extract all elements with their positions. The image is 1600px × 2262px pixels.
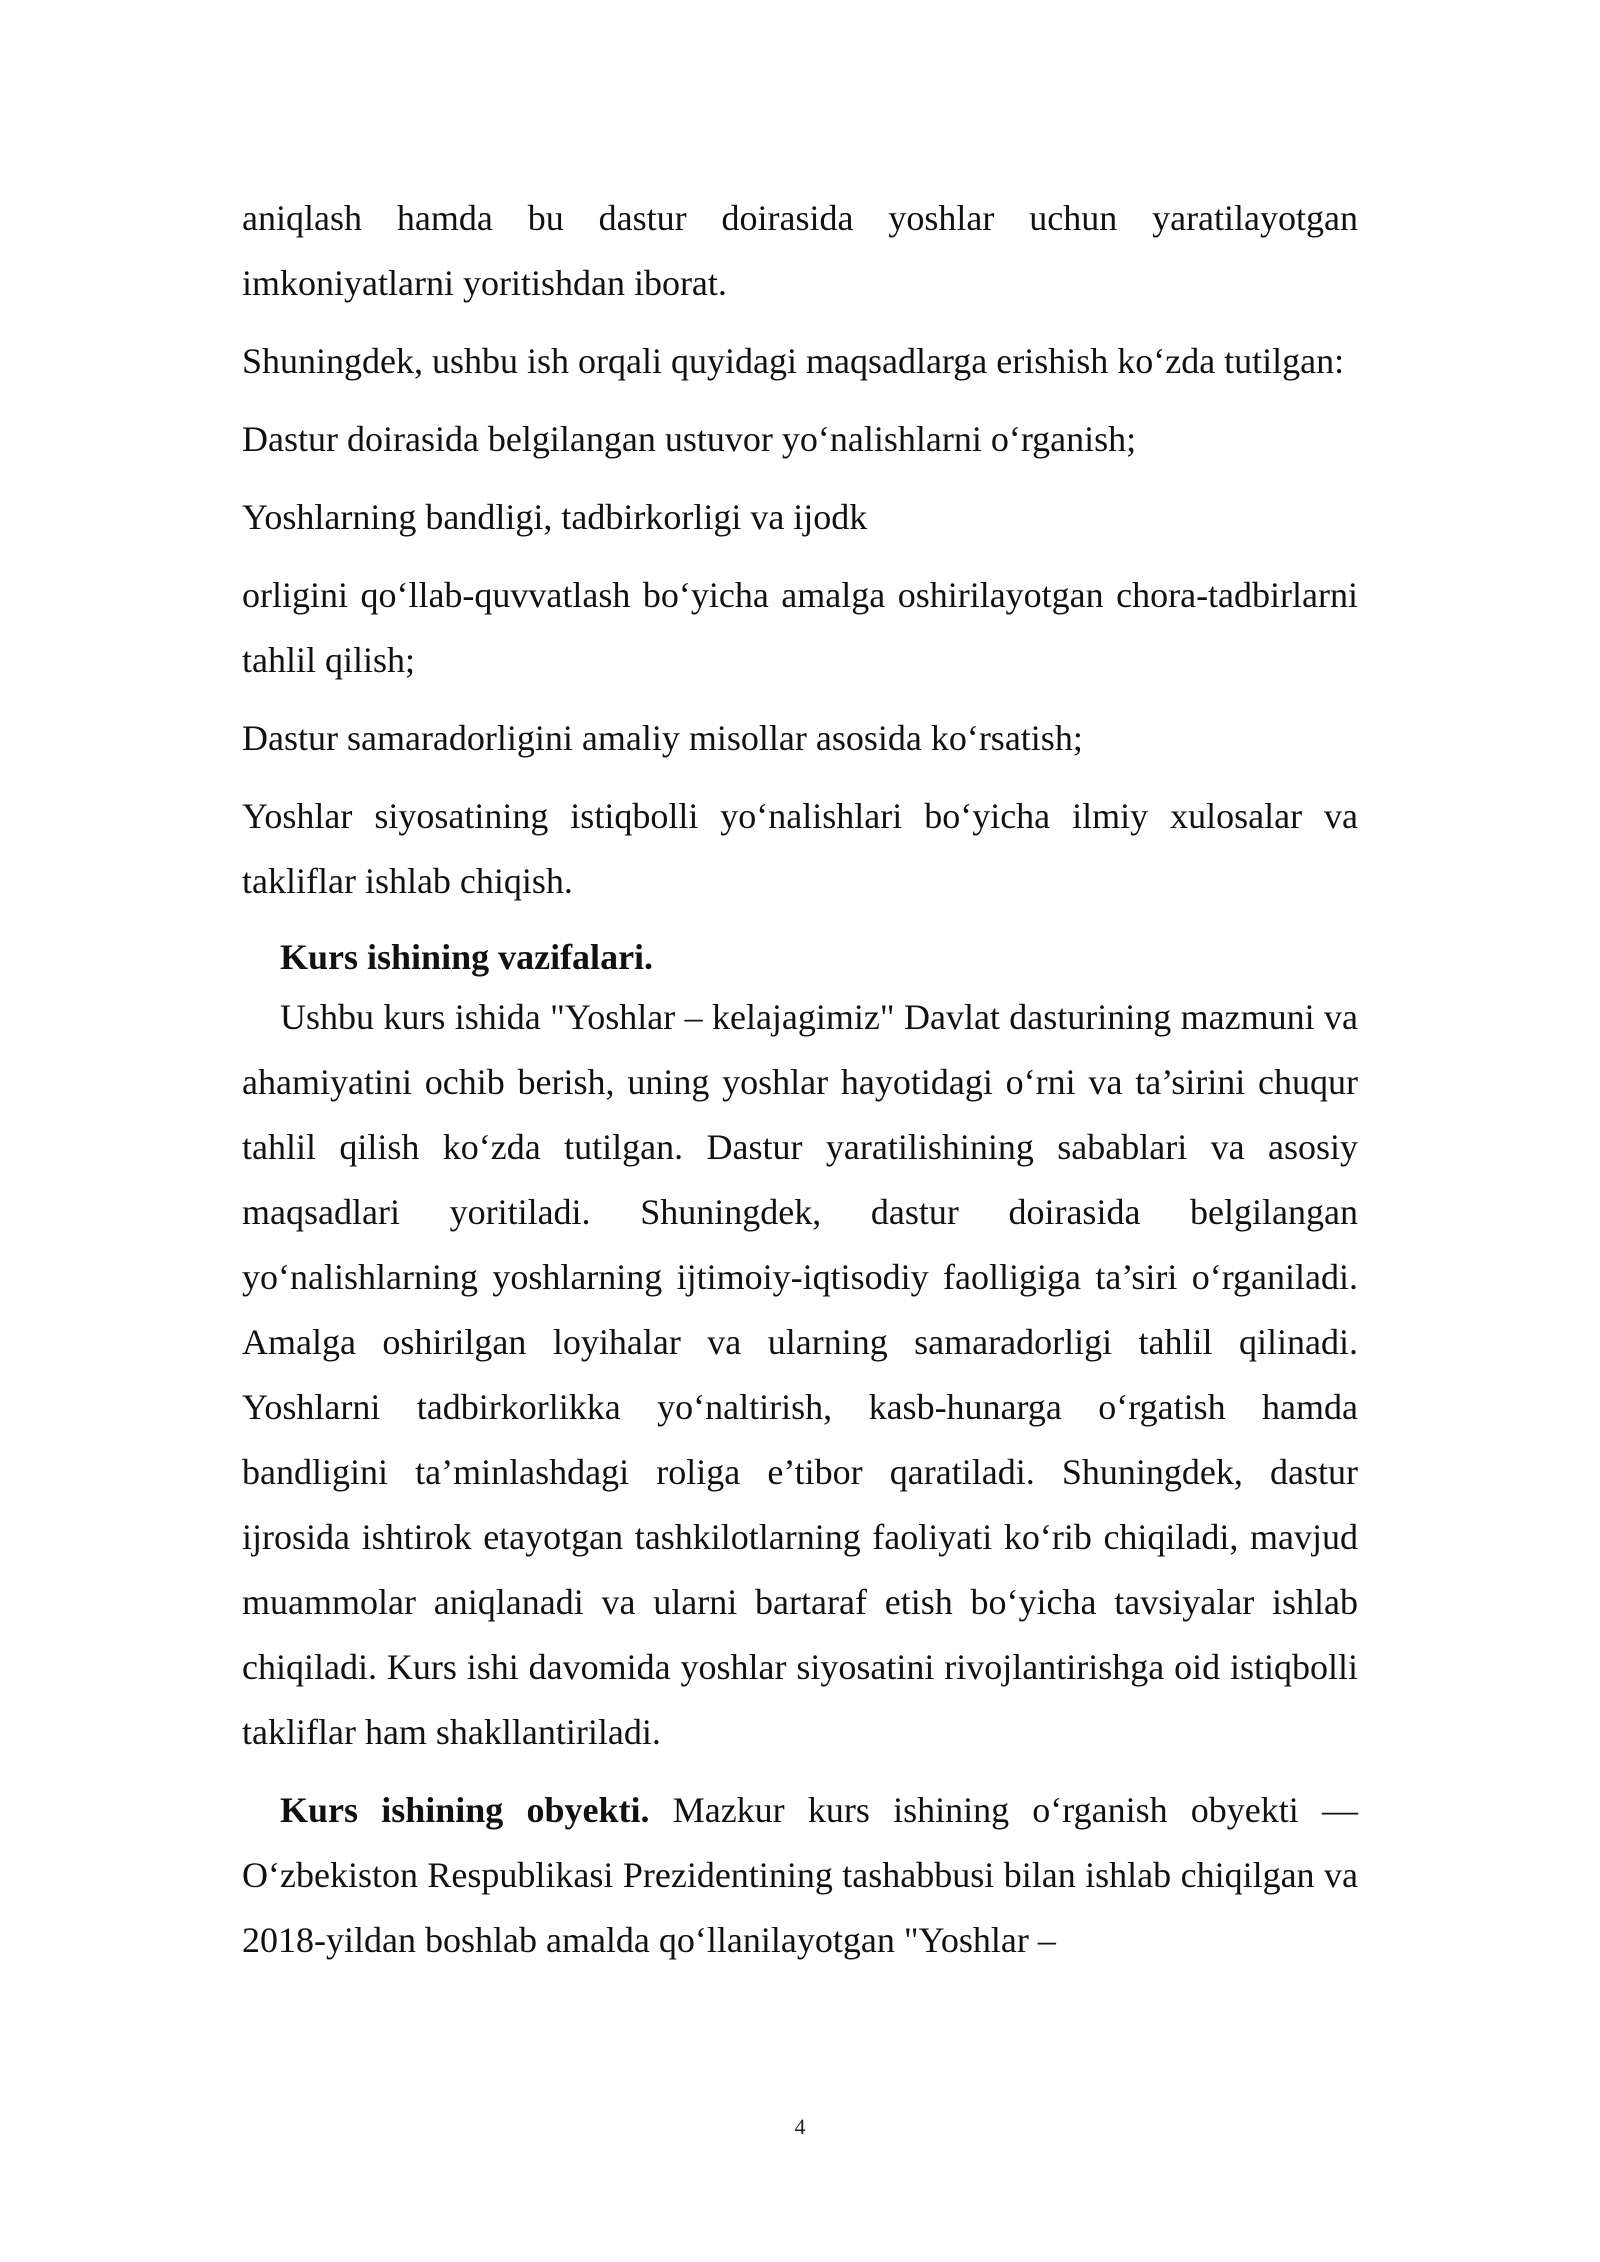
paragraph-object [242, 1778, 1358, 1973]
paragraph-goal-3: Dastur samaradorligini amaliy misollar asosida ko‘rsatish; [242, 718, 1083, 758]
document-body [242, 186, 1358, 1973]
paragraph-goal-2-start: Yoshlarning bandligi, tadbirkorligi va ijodk [242, 497, 868, 537]
paragraph-goal-2-continuation: orligini qo‘llab-quvvatlash bo‘yicha amalga oshirilayotgan chora-tadbirlarni tahlil qilish; [242, 575, 1358, 680]
heading-object: Kurs ishining obyekti. [280, 1790, 650, 1830]
page-number: 4 [794, 2114, 806, 2139]
paragraph-intro-continuation: aniqlash hamda bu dastur doirasida yoshlar uchun yaratilayotgan imkoniyatlarni yoritishdan iborat. [242, 198, 1358, 303]
paragraph-goal-4: Yoshlar siyosatining istiqbolli yo‘nalishlari bo‘yicha ilmiy xulosalar va takliflar ishlab chiqish. [242, 796, 1358, 901]
paragraph-object-body: Mazkur kurs ishining o‘rganish obyekti — O‘zbekiston Respublikasi Prezidentining tashabbusi bilan ishlab chiqilgan va 2018-yildan boshlab amalda qo‘llanilayotgan "Yoshlar – [242, 1790, 1358, 1960]
heading-tasks: Kurs ishining vazifalari. [280, 937, 654, 977]
paragraph-goal-1: Dastur doirasida belgilangan ustuvor yo‘nalishlarni o‘rganish; [242, 419, 1137, 459]
paragraph-goals-intro: Shuningdek, ushbu ish orqali quyidagi maqsadlarga erishish ko‘zda tutilgan: [242, 341, 1345, 381]
paragraph-tasks-body: Ushbu kurs ishida "Yoshlar – kelajagimiz" Davlat dasturining mazmuni va ahamiyatini ochib berish, uning yoshlar hayotidagi o‘rni va ta’sirini chuqur tahlil qilish ko‘zda tutilgan. Dastur yaratilishining sabablari va asosiy maqsadlari yoritiladi. Shuningdek, dastur doirasida belgilangan yo‘nalishlarning yoshlarning ijtimoiy-iqtisodiy faolligiga ta’siri o‘rganiladi. Amalga oshirilgan loyihalar va ularning samaradorligi tahlil qilinadi. Yoshlarni tadbirkorlikka yo‘naltirish, kasb-hunarga o‘rgatish hamda bandligini ta’minlashdagi roliga e’tibor qaratiladi. Shuningdek, dastur ijrosida ishtirok etayotgan tashkilotlarning faoliyati ko‘rib chiqiladi, mavjud muammolar aniqlanadi va ularni bartaraf etish bo‘yicha tavsiyalar ishlab chiqiladi. Kurs ishi davomida yoshlar siyosatini rivojlantirishga oid istiqbolli takliflar ham shakllantiriladi. [242, 997, 1358, 1752]
